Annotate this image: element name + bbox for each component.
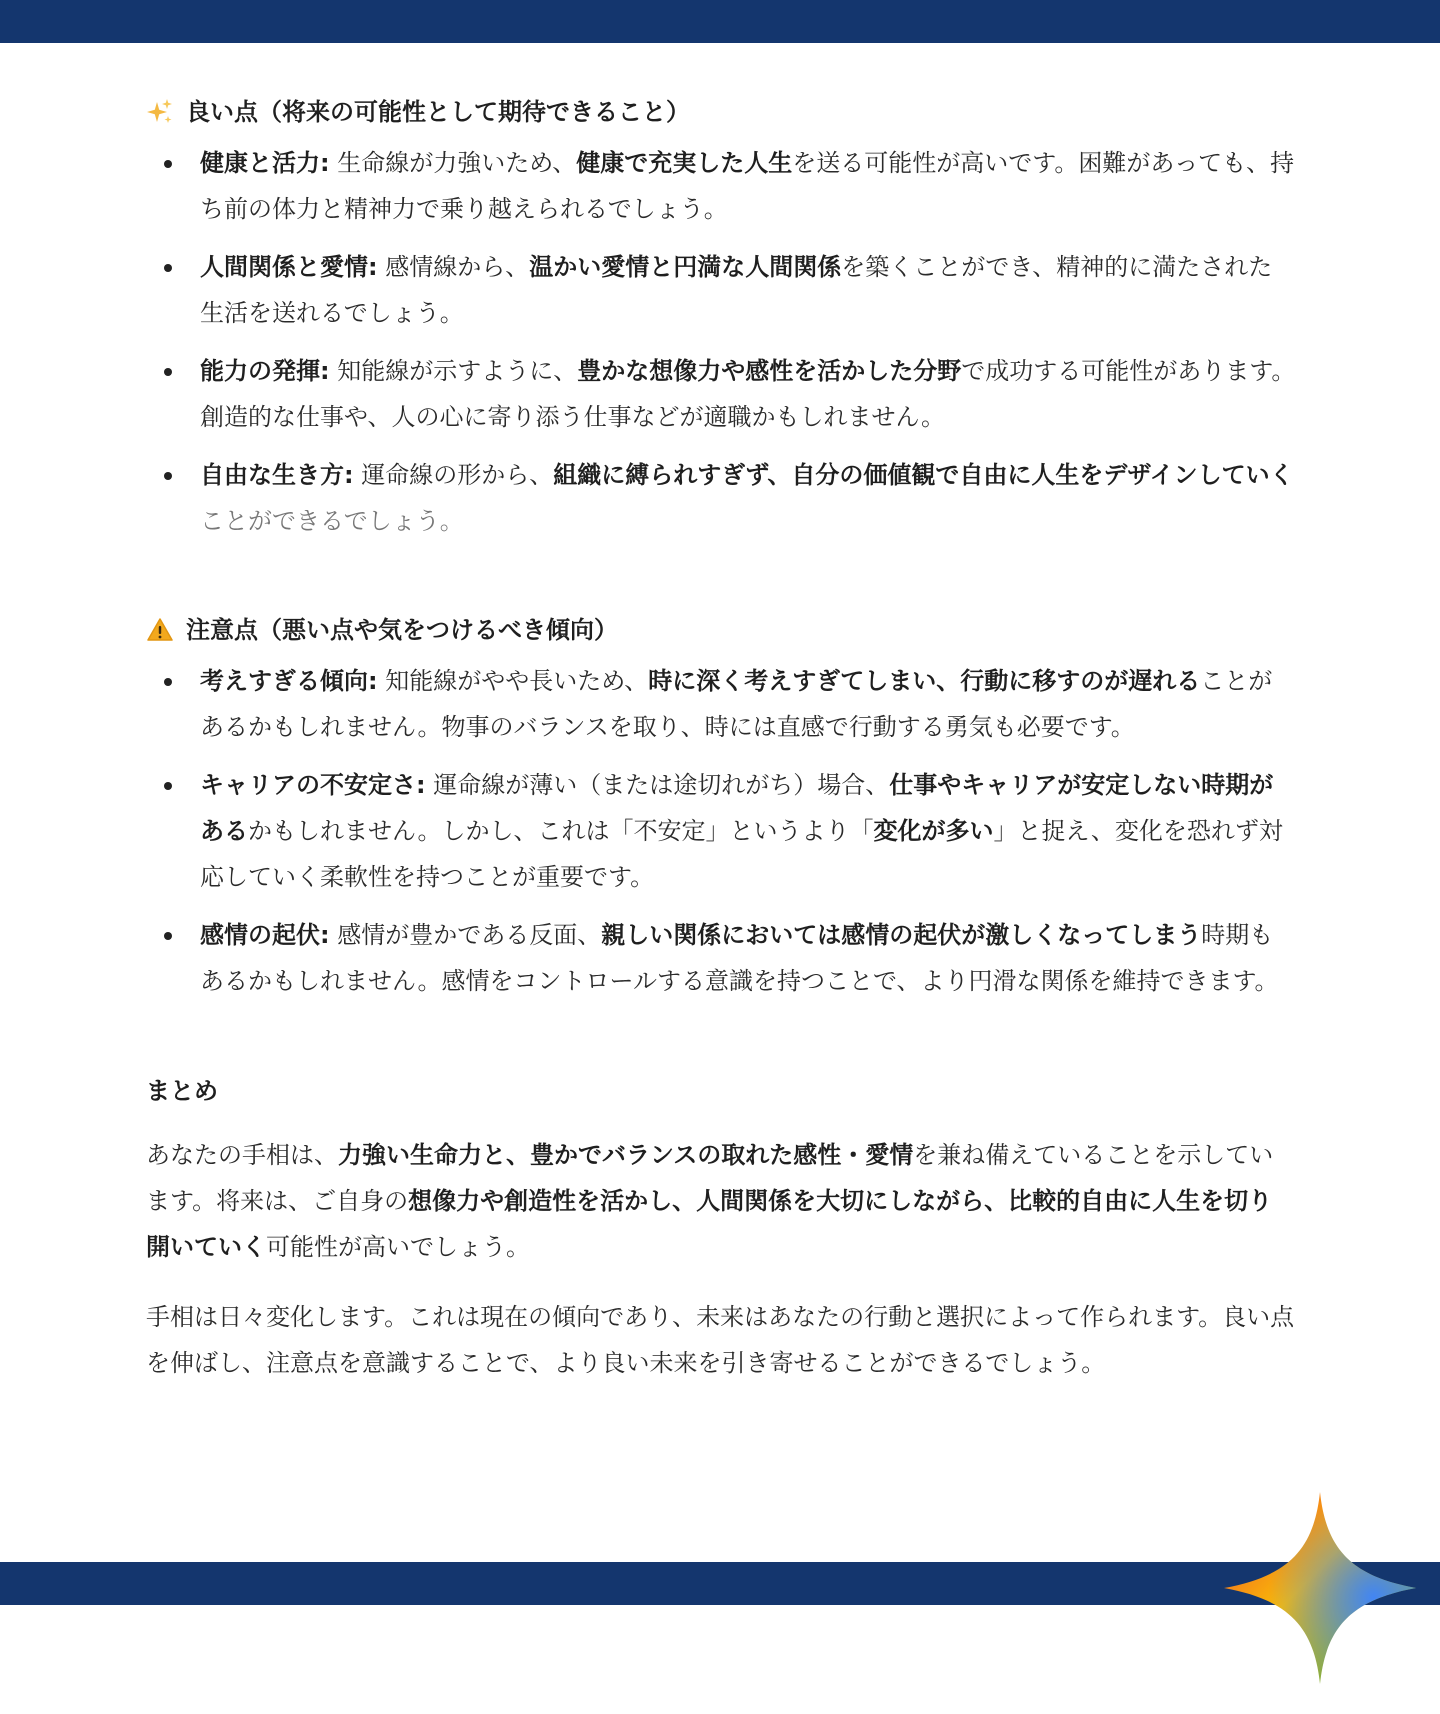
item-emphasis: していく (1197, 461, 1294, 489)
item-text: 知能線がやや長いため、 (385, 667, 649, 695)
item-title: 感情の起伏: (200, 921, 330, 949)
good-points-section (146, 88, 1296, 544)
good-points-heading-text: 良い点（将来の可能性として期待できること） (186, 98, 690, 126)
good-points-list (146, 140, 1296, 544)
item-emphasis: 豊かな想像力や感性を活かした分野 (577, 357, 962, 385)
caution-points-heading-text: 注意点（悪い点や気をつけるべき傾向） (186, 616, 618, 644)
list-item (146, 244, 1296, 336)
para-emphasis: 想像力や創造性を活かし、人間関係を大切にしながら、比較的自由に人生を切り開いていく (146, 1187, 1273, 1261)
document-content (146, 88, 1296, 1410)
item-text: 」と捉え、変化を恐れず対応していく柔軟性を持つことが重要です。 (200, 817, 1283, 891)
item-text: 知能線が示すように、 (337, 357, 578, 385)
item-text: 運命線の形から、 (361, 461, 554, 489)
list-item (146, 912, 1296, 1004)
item-text: ことができるでしょう。 (200, 507, 464, 535)
item-emphasis: 温かい愛情と円満な人間関係 (529, 253, 842, 281)
list-item (146, 762, 1296, 900)
sparkles-icon (146, 98, 174, 126)
para-emphasis: 力強い生命力と、豊かでバランスの取れた感性・愛情 (338, 1141, 914, 1169)
list-item (146, 140, 1296, 232)
caution-points-list (146, 658, 1296, 1004)
item-emphasis: 時に深く考えすぎてしまい、行動に移すのが遅れる (648, 667, 1201, 695)
item-text: 時期もあるかもしれません。感情をコントロールする意識を持つことで、より円滑な関係を維持できます。 (200, 921, 1279, 995)
item-title: 能力の発揮: (200, 357, 330, 385)
item-text: 運命線が薄い（または途切れがち）場合、 (433, 771, 890, 799)
item-emphasis: 仕事やキャリアが安定しない時期がある (200, 771, 1274, 845)
item-title: 考えすぎる傾向: (200, 667, 378, 695)
item-title: キャリアの不安定さ: (200, 771, 426, 799)
summary-section (146, 1068, 1296, 1386)
item-emphasis: 変化が多い (873, 817, 994, 845)
item-title: 人間関係と愛情: (200, 253, 378, 281)
caution-points-heading (146, 606, 1296, 654)
item-emphasis: 組織に縛られすぎず、自分の価値観で自由に人生をデザイン (553, 461, 1198, 489)
item-text: 感情が豊かである反面、 (337, 921, 602, 949)
gemini-sparkle-icon (1222, 1490, 1418, 1686)
item-title: 健康と活力: (200, 149, 330, 177)
item-text: 感情線から、 (385, 253, 530, 281)
para-text: あなたの手相は、 (146, 1141, 338, 1169)
item-text: を築くことができ、精神的に満たされた生活を送れるでしょう。 (200, 253, 1273, 327)
list-item (146, 452, 1296, 544)
summary-heading: まとめ (146, 1077, 218, 1105)
item-title: 自由な生き方: (200, 461, 354, 489)
warning-icon (146, 616, 174, 644)
top-bar (0, 0, 1440, 43)
summary-paragraph-1 (146, 1132, 1296, 1270)
item-text: 生命線が力強いため、 (337, 149, 577, 177)
item-emphasis: 親しい関係においては感情の起伏が激しくなってしまう (601, 921, 1202, 949)
item-text: かもしれません。しかし、これは「不安定」というより「 (248, 817, 874, 845)
para-text: 可能性が高いでしょう。 (266, 1233, 530, 1261)
item-text: を送る可能性が高いです。困難があっても、持ち前の体力と精神力で乗り越えられるでしょう。 (200, 149, 1295, 223)
list-item (146, 348, 1296, 440)
para-text: を兼ね備えていることを示しています。将来は、ご自身の (146, 1141, 1274, 1215)
item-text: で成功する可能性があります。創造的な仕事や、人の心に寄り添う仕事などが適職かもしれません。 (200, 357, 1296, 431)
summary-paragraph-2: 手相は日々変化します。これは現在の傾向であり、未来はあなたの行動と選択によって作られます。良い点を伸ばし、注意点を意識することで、より良い未来を引き寄せることができるでしょう。 (146, 1303, 1295, 1377)
item-text: ことがあるかもしれません。物事のバランスを取り、時には直感で行動する勇気も必要です。 (200, 667, 1273, 741)
item-emphasis: 健康で充実した人生 (576, 149, 793, 177)
good-points-heading (146, 88, 1296, 136)
list-item (146, 658, 1296, 750)
caution-points-section (146, 606, 1296, 1004)
